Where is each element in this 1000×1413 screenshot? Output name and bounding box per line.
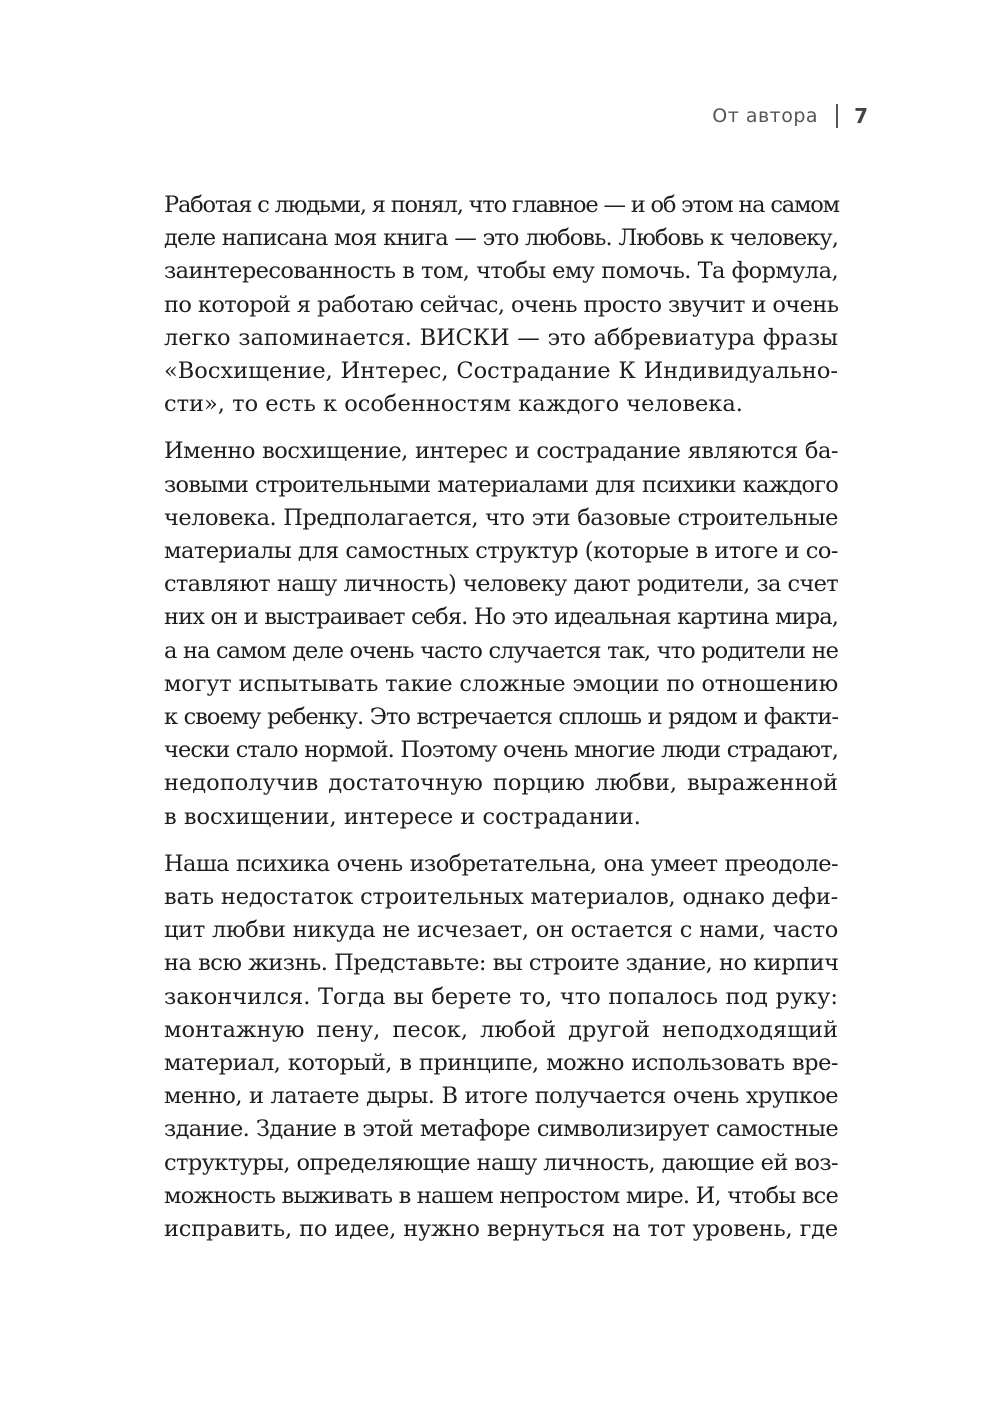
text-line: материалы для самостных структур (которые в итоге и со-	[164, 538, 838, 565]
text-line: а на самом деле очень часто случается так, что родители не	[164, 637, 838, 664]
text-line: Именно восхищение, интерес и сострадание являются ба-	[164, 438, 838, 465]
text-line: по которой я работаю сейчас, очень просто звучит и очень	[164, 291, 839, 318]
text-line: цит любви никуда не исчезает, он остается с нами, часто	[164, 917, 838, 944]
text-line: структуры, определяющие нашу личность, дающие ей воз-	[164, 1149, 838, 1176]
paragraph-1	[164, 189, 838, 421]
text-line: заинтересованность в том, чтобы ему помочь. Та формула,	[164, 258, 838, 285]
body-text	[164, 189, 838, 1260]
text-line: человека. Предполагается, что эти базовые строительные	[164, 504, 838, 531]
text-line: недополучив достаточную порцию любви, выраженной	[164, 770, 838, 797]
header-divider	[836, 104, 838, 128]
paragraph-2	[164, 435, 838, 833]
text-line: на всю жизнь. Представьте: вы строите здание, но кирпич	[164, 950, 839, 977]
text-line: исправить, по идее, нужно вернуться на тот уровень, где	[164, 1216, 838, 1243]
text-line: «Восхищение, Интерес, Сострадание К Индивидуально-	[164, 358, 838, 385]
text-line: сти», то есть к особенностям каждого человека.	[164, 391, 743, 418]
page-number: 7	[854, 104, 868, 128]
text-line: них он и выстраивает себя. Но это идеальная картина мира,	[164, 604, 838, 631]
text-line: Наша психика очень изобретательна, она умеет преодоле-	[164, 850, 838, 877]
text-line: материал, который, в принципе, можно использовать вре-	[164, 1050, 838, 1077]
text-line: чески стало нормой. Поэтому очень многие люди страдают,	[164, 737, 838, 764]
text-line: вать недостаток строительных материалов, однако дефи-	[164, 884, 839, 911]
text-line: монтажную пену, песок, любой другой неподходящий	[164, 1016, 838, 1043]
text-line: Работая с людьми, я понял, что главное — и об этом на самом	[164, 192, 839, 218]
text-line: здание. Здание в этой метафоре символизирует самостные	[164, 1116, 838, 1143]
text-line: зовыми строительными материалами для психики каждого	[164, 471, 838, 498]
text-line: легко запоминается. ВИСКИ — это аббревиатура фразы	[164, 324, 838, 351]
text-line: ставляют нашу личность) человеку дают родители, за счет	[164, 571, 838, 598]
text-line: закончился. Тогда вы берете то, что попалось под руку:	[164, 983, 838, 1010]
text-line: в восхищении, интересе и сострадании.	[164, 803, 641, 830]
running-header	[712, 100, 868, 132]
text-line: деле написана моя книга — это любовь. Любовь к человеку,	[164, 225, 838, 252]
section-title: От автора	[712, 105, 819, 127]
text-line: можность выживать в нашем непростом мире. И, чтобы все	[164, 1182, 838, 1209]
paragraph-3	[164, 848, 838, 1246]
text-line: к своему ребенку. Это встречается сплошь и рядом и факти-	[164, 704, 838, 731]
text-line: могут испытывать такие сложные эмоции по отношению	[164, 670, 838, 697]
text-line: менно, и латаете дыры. В итоге получается очень хрупкое	[164, 1083, 838, 1110]
